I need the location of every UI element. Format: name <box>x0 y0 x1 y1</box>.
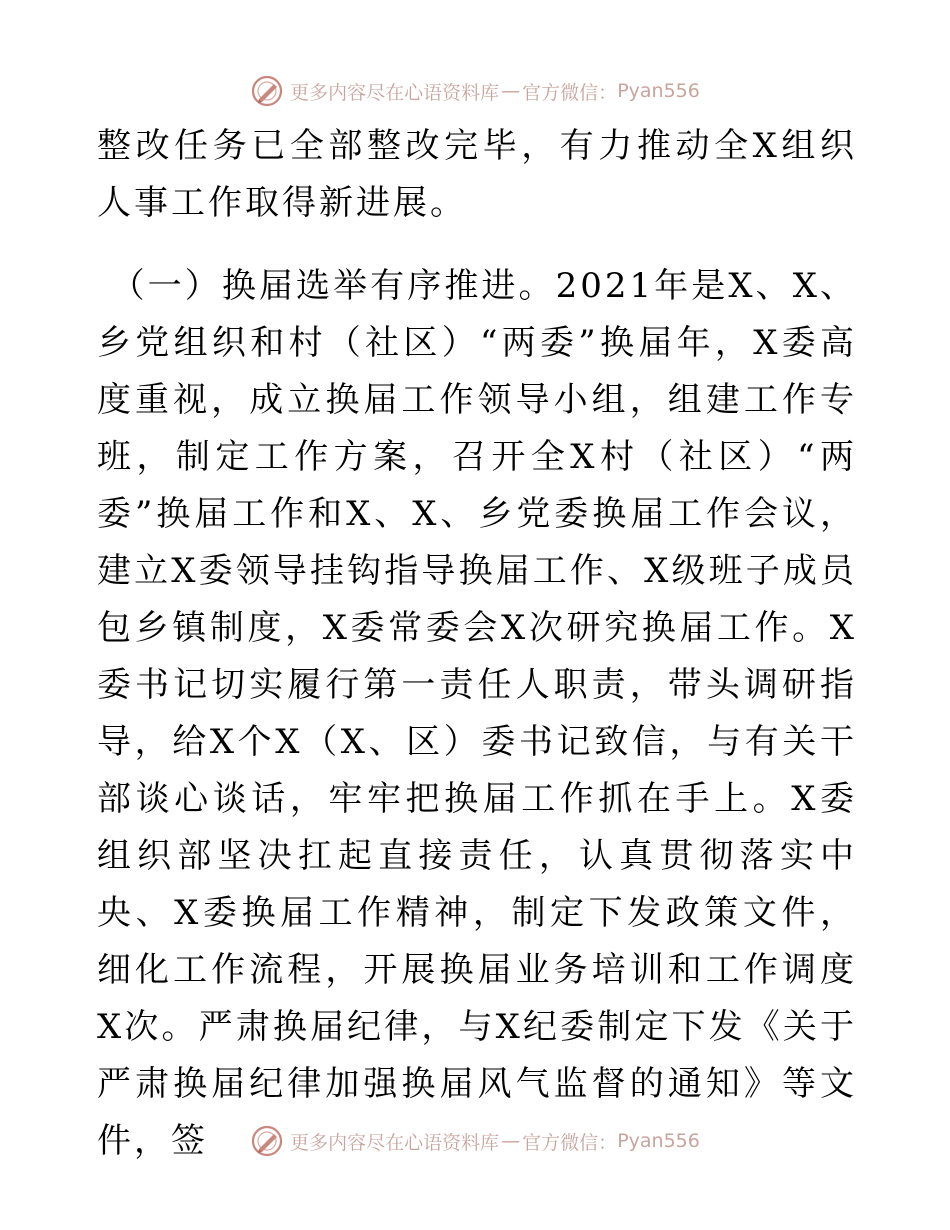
pen-seal-icon <box>250 1124 284 1158</box>
document-body <box>97 118 857 1170</box>
watermark-label: 官方微信： <box>522 1131 618 1154</box>
watermark-main-text: 更多内容尽在心语资料库 <box>290 81 500 104</box>
watermark-handle: Pyan556 <box>617 80 700 102</box>
watermark-separator: — <box>501 80 521 102</box>
pen-seal-icon <box>250 74 284 108</box>
footer-watermark <box>0 1121 950 1161</box>
watermark-label: 官方微信： <box>522 81 618 104</box>
watermark-separator: — <box>501 1130 521 1152</box>
paragraph-continuation: 整改任务已全部整改完毕，有力推动全X组织人事工作取得新进展。 <box>97 126 857 223</box>
watermark-handle: Pyan556 <box>617 1130 700 1152</box>
header-watermark <box>0 71 950 111</box>
paragraph-election-section: （一）换届选举有序推进。2021年是X、X、乡党组织和村（社区）“两委”换届年，X委高度重视，成立换届工作领导小组，组建工作专班，制定工作方案，召开全X村（社区）“两委”换届工作和X、X、乡党委换届工作会议，建立X委领导挂钩指导换届工作、X级班子成员包乡镇制度，X委常委会X次研究换届工作。X委书记切实履行第一责任人职责，带头调研指导，给X个X（X、区）委书记致信，与有关干部谈心谈话，牢牢把换届工作抓在手上。X委组织部坚决扛起直接责任，认真贯彻落实中央、X委换届工作精神，制定下发政策文件，细化工作流程，开展换届业务培训和工作调度X次。严肃换届纪律，与X纪委制定下发《关于严肃换届纪律加强换届风气监督的通知》等文件，签 <box>97 266 857 1161</box>
watermark-main-text: 更多内容尽在心语资料库 <box>290 1131 500 1154</box>
